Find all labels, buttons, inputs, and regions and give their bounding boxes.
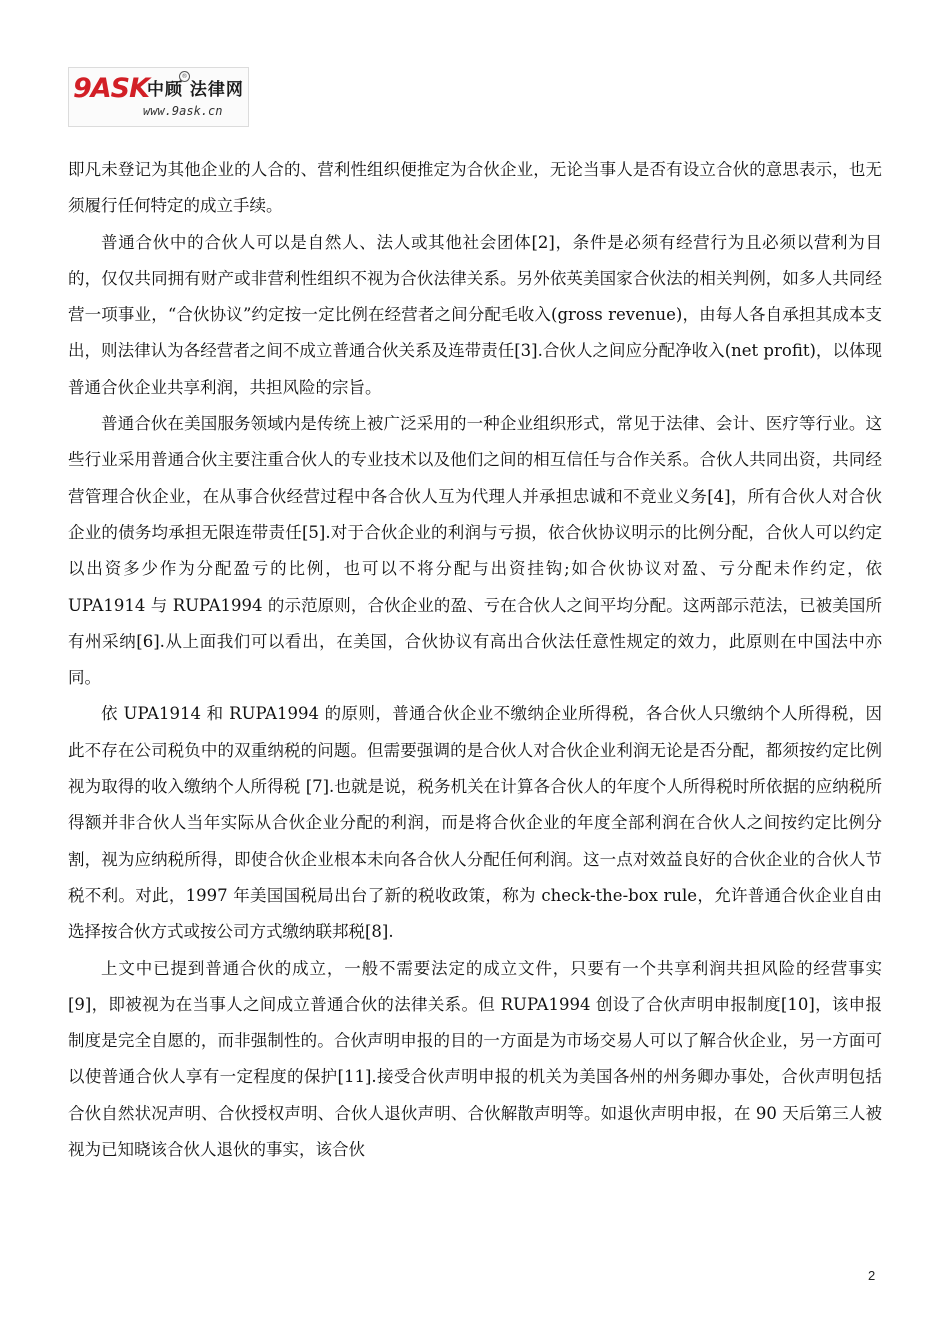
paragraph-4: 依 UPA1914 和 RUPA1994 的原则，普通合伙企业不缴纳企业所得税，各合伙人只缴纳个人所得税，因此不存在公司税负中的双重纳税的问题。但需要强调的是合伙人对合伙企业利润无论是否分配，都须按约定比例视为取得的收入缴纳个人所得税 [7].也就是说，税务机关在计算各合伙人的年度个人所得税时所依据的应纳税所得额并非合伙人当年实际从合伙企业分配的利润，而是将合伙企业的年度全部利润在合伙人之间按约定比例分割，视为应纳税所得，即使合伙企业根本未向各合伙人分配任何利润。这一点对效益良好的合伙企业的合伙人节税不利。对此，1997 年美国国税局出台了新的税收政策，称为 check-the-box rule，允许普通合伙企业自由选择按合伙方式或按公司方式缴纳联邦税[8].	[68, 704, 882, 942]
registered-mark-icon: ®	[179, 71, 190, 82]
document-body	[68, 152, 882, 1168]
paragraph-3: 普通合伙在美国服务领域内是传统上被广泛采用的一种企业组织形式，常见于法律、会计、医疗等行业。这些行业采用普通合伙主要注重合伙人的专业技术以及他们之间的相互信任与合作关系。合伙人共同出资，共同经营管理合伙企业，在从事合伙经营过程中各合伙人互为代理人并承担忠诚和不竞业义务[4]，所有合伙人对合伙企业的债务均承担无限连带责任[5].对于合伙企业的利润与亏损，依合伙协议明示的比例分配，合伙人可以约定以出资多少作为分配盈亏的比例，也可以不将分配与出资挂钩;如合伙协议对盈、亏分配未作约定，依 UPA1914 与 RUPA1994 的示范原则，合伙企业的盈、亏在合伙人之间平均分配。这两部示范法，已被美国所有州采纳[6].从上面我们可以看出，在美国，合伙协议有高出合伙法任意性规定的效力，此原则在中国法中亦同。	[68, 414, 882, 688]
logo-brand-chinese: 中顾 法律网	[147, 80, 244, 100]
logo-url: www.9ask.cn	[143, 104, 223, 118]
paragraph-1: 即凡未登记为其他企业的人合的、营利性组织便推定为合伙企业，无论当事人是否有设立合伙的意思表示，也无须履行任何特定的成立手续。	[68, 160, 882, 216]
site-logo	[68, 67, 249, 127]
paragraph-2: 普通合伙中的合伙人可以是自然人、法人或其他社会团体[2]，条件是必须有经营行为且必须以营利为目的，仅仅共同拥有财产或非营利性组织不视为合伙法律关系。另外依英美国家合伙法的相关判例，如多人共同经营一项事业，“合伙协议”约定按一定比例在经营者之间分配毛收入(gross revenue)，由每人各自承担其成本支出，则法律认为各经营者之间不成立普通合伙关系及连带责任[3].合伙人之间应分配净收入(net profit)，以体现普通合伙企业共享利润，共担风险的宗旨。	[68, 232, 882, 397]
paragraph-5: 上文中已提到普通合伙的成立，一般不需要法定的成立文件，只要有一个共享利润共担风险的经营事实[9]，即被视为在当事人之间成立普通合伙的法律关系。但 RUPA1994 创设了合伙声明申报制度[10]，该申报制度是完全自愿的，而非强制性的。合伙声明申报的目的一方面是为市场交易人可以了解合伙企业，另一方面可以使普通合伙人享有一定程度的保护[11].接受合伙声明申报的机关为美国各州的州务卿办事处，合伙声明包括合伙自然状况声明、合伙授权声明、合伙人退伙声明、合伙解散声明等。如退伙声明申报，在 90 天后第三人被视为已知晓该合伙人退伙的事实，该合伙	[68, 958, 882, 1160]
logo-brand-ask: 9ASK	[73, 73, 150, 104]
page-number: 2	[868, 1268, 876, 1283]
